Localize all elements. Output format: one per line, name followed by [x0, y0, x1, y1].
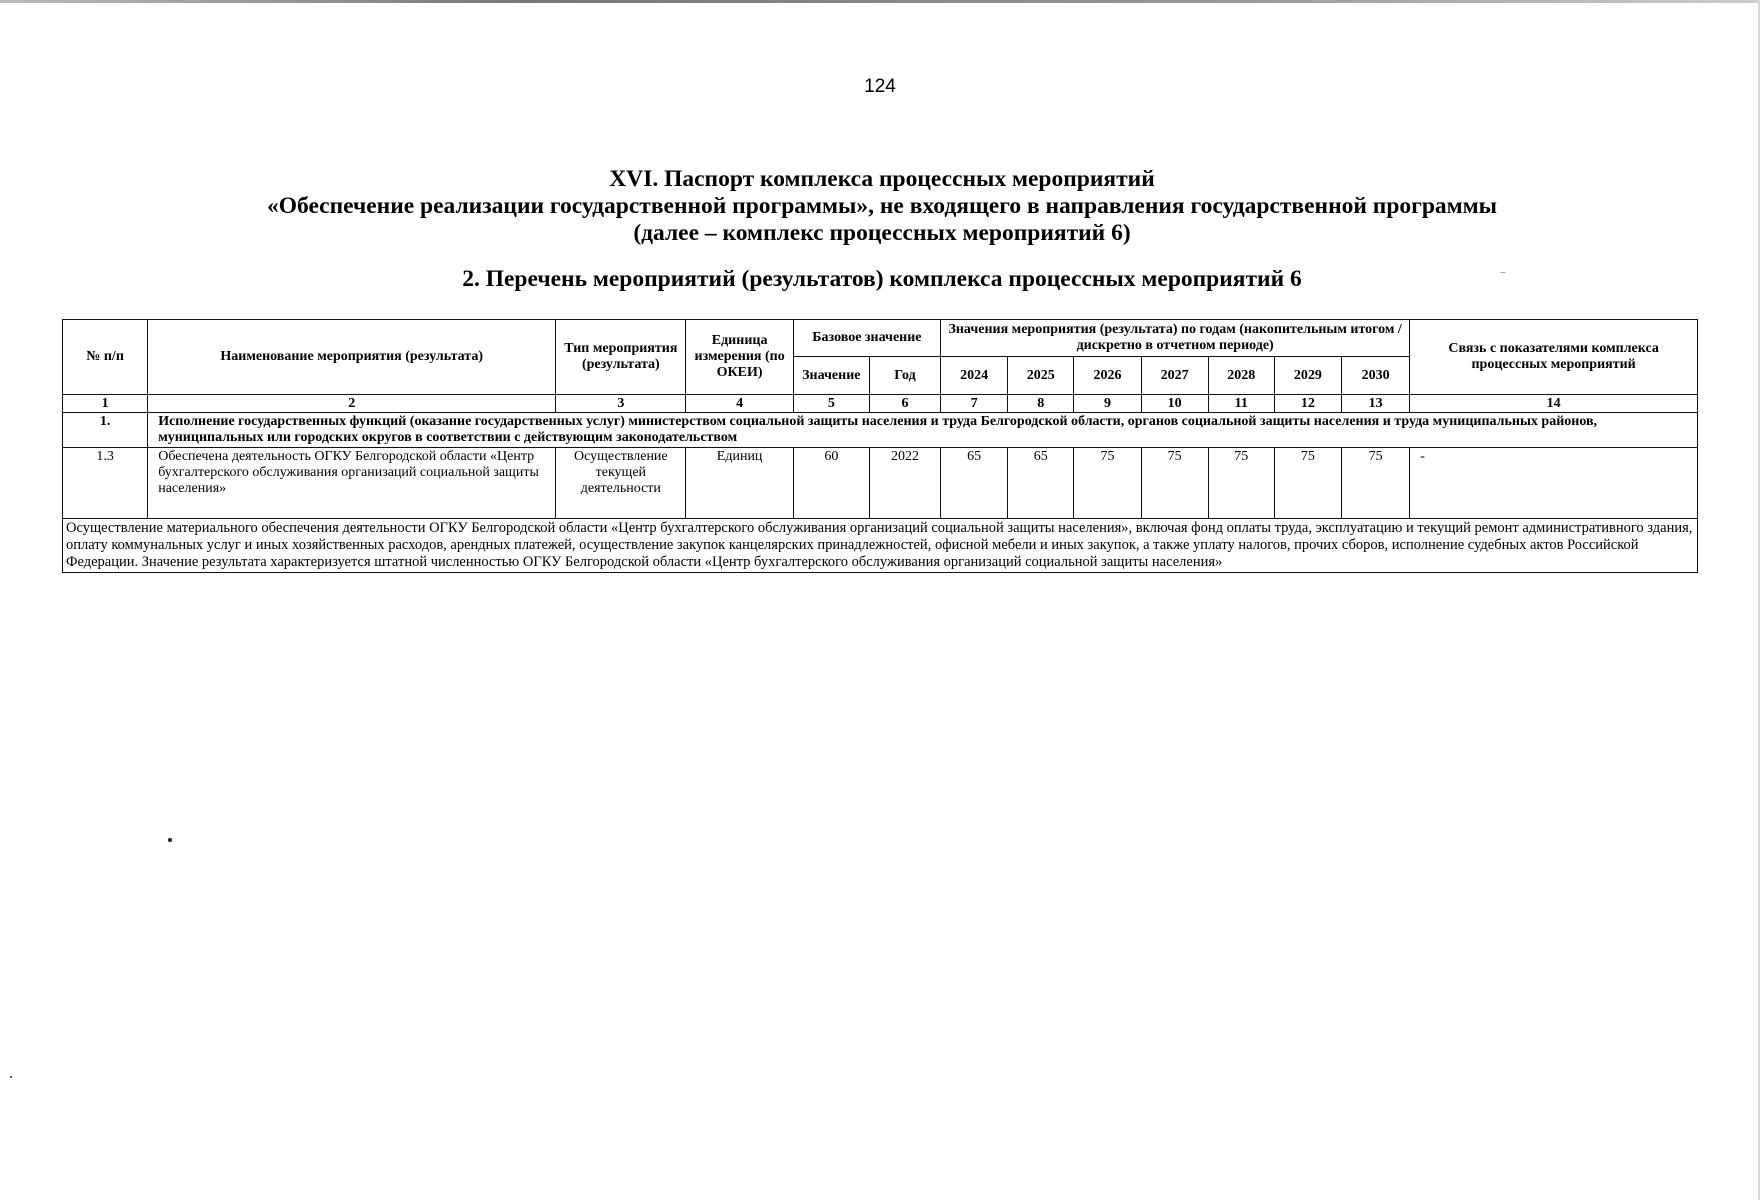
row-value-2027: 75	[1141, 448, 1208, 519]
header-link: Связь с показателями комплекса процессных мероприятий	[1410, 320, 1698, 395]
column-number: 4	[686, 395, 793, 413]
row-unit: Единиц	[686, 448, 793, 519]
row-value-2028: 75	[1208, 448, 1274, 519]
row-note: Осуществление материального обеспечения деятельности ОГКУ Белгородской области «Центр бухгалтерского обслуживания организаций социальной защиты населения», включая фонд оплаты труда, эксплуатацию и текущий ремонт административного здания, оплату коммунальных услуг и иных хозяйственных расходов, арендных платежей, осуществление закупок канцелярских принадлежностей, офисной мебели и иных закупок, а также уплату налогов, прочих сборов, исполнение судебных актов Российской Федерации. Значение результата характеризуется штатной численностью ОГКУ Белгородской области «Центр бухгалтерского обслуживания организаций социальной защиты населения»	[63, 519, 1698, 573]
header-year: 2026	[1074, 357, 1141, 395]
column-number: 1	[63, 395, 148, 413]
scan-edge-top	[0, 0, 1760, 3]
title-line-3: (далее – комплекс процессных мероприятий 6)	[633, 220, 1131, 246]
header-base-year: Год	[869, 357, 940, 395]
header-year: 2029	[1274, 357, 1341, 395]
title-line-1: XVI. Паспорт комплекса процессных мероприятий	[609, 166, 1155, 192]
row-value-2025: 65	[1008, 448, 1074, 519]
column-number: 9	[1074, 395, 1141, 413]
row-num: 1.3	[63, 448, 148, 519]
header-year: 2030	[1342, 357, 1410, 395]
header-base: Базовое значение	[793, 320, 940, 357]
row-base-value: 60	[793, 448, 869, 519]
column-number-row	[63, 395, 1698, 413]
header-num: № п/п	[63, 320, 148, 395]
header-name: Наименование мероприятия (результата)	[148, 320, 556, 395]
section-num: 1.	[63, 413, 148, 448]
page-number: 124	[864, 76, 896, 97]
column-number: 13	[1342, 395, 1410, 413]
row-link: -	[1410, 448, 1698, 519]
column-number: 5	[793, 395, 869, 413]
row-type: Осуществление текущей деятельности	[556, 448, 686, 519]
row-value-2030: 75	[1342, 448, 1410, 519]
scan-speck	[1500, 272, 1506, 273]
header-year: 2028	[1208, 357, 1274, 395]
column-number: 7	[941, 395, 1008, 413]
table-row	[63, 448, 1698, 519]
header-year: 2024	[941, 357, 1008, 395]
header-unit: Единица измерения (по ОКЕИ)	[686, 320, 793, 395]
row-base-year: 2022	[869, 448, 940, 519]
column-number: 12	[1274, 395, 1341, 413]
column-number: 2	[148, 395, 556, 413]
document-title	[62, 166, 1702, 247]
column-number: 8	[1008, 395, 1074, 413]
column-number: 11	[1208, 395, 1274, 413]
section-subtitle: 2. Перечень мероприятий (результатов) комплекса процессных мероприятий 6	[462, 266, 1302, 292]
row-value-2024: 65	[941, 448, 1008, 519]
title-line-2: «Обеспечение реализации государственной программы», не входящего в направления государственной программы	[266, 193, 1498, 219]
row-value-2029: 75	[1274, 448, 1341, 519]
section-row	[63, 413, 1698, 448]
note-row	[63, 519, 1698, 573]
column-number: 14	[1410, 395, 1698, 413]
header-values-by-year: Значения мероприятия (результата) по годам (накопительным итогом / дискретно в отчетном периоде)	[941, 320, 1410, 357]
activities-table	[62, 319, 1698, 573]
scan-speck	[10, 1076, 12, 1078]
section-text: Исполнение государственных функций (оказание государственных услуг) министерством социальной защиты населения и труда Белгородской области, органов социальной защиты населения и труда муниципальных районов, муниципальных или городских округов в соответствии с действующим законодательством	[148, 413, 1698, 448]
row-name: Обеспечена деятельность ОГКУ Белгородской области «Центр бухгалтерского обслуживания организаций социальной защиты населения»	[148, 448, 556, 519]
column-number: 6	[869, 395, 940, 413]
header-type: Тип мероприятия (результата)	[556, 320, 686, 395]
column-number: 3	[556, 395, 686, 413]
header-base-value: Значение	[793, 357, 869, 395]
scan-speck	[168, 838, 172, 842]
header-row-1	[63, 320, 1698, 357]
header-year: 2025	[1008, 357, 1074, 395]
column-number: 10	[1141, 395, 1208, 413]
row-value-2026: 75	[1074, 448, 1141, 519]
header-year: 2027	[1141, 357, 1208, 395]
